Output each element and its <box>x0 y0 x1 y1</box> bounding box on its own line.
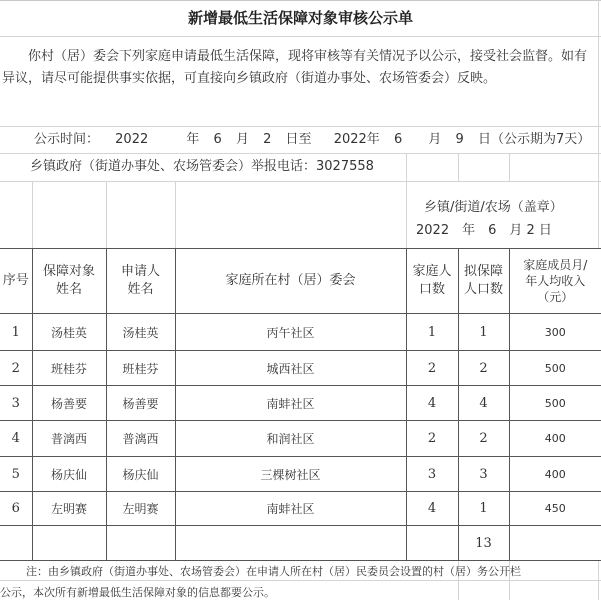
col-header-applicant: 申请人 姓名 <box>106 249 175 314</box>
cell-community: 丙午社区 <box>175 314 406 351</box>
cell-household: 2 <box>406 351 458 386</box>
period-month-char-2: 月 <box>428 132 442 147</box>
period-year-char: 年 <box>186 132 200 147</box>
gridline <box>598 0 599 248</box>
period-start-day: 2 <box>263 132 272 147</box>
cell-community: 和润社区 <box>175 421 406 457</box>
cell-covered: 1 <box>458 492 509 526</box>
gridline <box>32 181 33 248</box>
footer-note-line1: 注：由乡镇政府（街道办事处、农场管委会）在申请人所在村（居）民委员会设置的村（居）务公开栏 <box>26 565 521 578</box>
cell-applicant: 班桂芬 <box>106 351 175 386</box>
cell-empty <box>0 526 32 561</box>
gridline <box>0 126 601 127</box>
cell-community: 城西社区 <box>175 351 406 386</box>
cell-household: 3 <box>406 457 458 492</box>
seal-label: 乡镇/街道/农场（盖章） <box>424 200 563 215</box>
cell-applicant: 普漓西 <box>106 421 175 457</box>
col-header-covered: 拟保障 人口数 <box>458 249 509 314</box>
table-row <box>0 457 601 492</box>
gridline <box>175 181 176 248</box>
cell-no: 4 <box>0 421 32 457</box>
gridline <box>0 580 601 581</box>
intro-paragraph <box>0 40 596 90</box>
period-start-month: 6 <box>213 132 222 147</box>
col-header-household: 家庭人 口数 <box>406 249 458 314</box>
gridline <box>0 153 601 154</box>
beneficiary-table <box>0 248 601 561</box>
cell-beneficiary: 汤桂英 <box>32 314 106 351</box>
period-to: 日至 <box>285 132 312 147</box>
period-end-month: 6 <box>393 132 403 147</box>
col-header-income: 家庭成员月/ 年人均收入 （元） <box>509 249 601 314</box>
cell-community: 三棵树社区 <box>175 457 406 492</box>
cell-income: 400 <box>509 457 601 492</box>
gridline <box>0 36 601 37</box>
cell-covered: 1 <box>458 314 509 351</box>
gridline <box>598 560 599 600</box>
gridline <box>406 153 407 248</box>
page-title: 新增最低生活保障对象审核公示单 <box>187 9 413 27</box>
cell-applicant: 汤桂英 <box>106 314 175 351</box>
cell-no: 5 <box>0 457 32 492</box>
cell-applicant: 杨庆仙 <box>106 457 175 492</box>
cell-covered: 2 <box>458 351 509 386</box>
period-start-year: 2022 <box>115 132 149 147</box>
cell-applicant: 杨善要 <box>106 386 175 421</box>
cell-applicant: 左明赛 <box>106 492 175 526</box>
cell-no: 2 <box>0 351 32 386</box>
cell-household: 1 <box>406 314 458 351</box>
cell-household: 4 <box>406 492 458 526</box>
cell-covered: 2 <box>458 421 509 457</box>
cell-household: 4 <box>406 386 458 421</box>
footer-note-line2: 公示，本次所有新增最低生活保障对象的信息都要公示。 <box>0 586 275 599</box>
cell-no: 1 <box>0 314 32 351</box>
col-header-no: 序号 <box>0 249 32 314</box>
cell-income: 450 <box>509 492 601 526</box>
gridline <box>509 153 510 181</box>
gridline <box>0 181 601 182</box>
table-header-row <box>0 249 601 314</box>
period-end-day: 9 <box>455 132 464 147</box>
cell-empty <box>106 526 175 561</box>
cell-beneficiary: 班桂芬 <box>32 351 106 386</box>
period-tail: 日（公示期为7天） <box>477 132 591 147</box>
cell-income: 500 <box>509 386 601 421</box>
table-row <box>0 314 601 351</box>
cell-household: 2 <box>406 421 458 457</box>
table-row <box>0 386 601 421</box>
cell-income: 300 <box>509 314 601 351</box>
table-row <box>0 351 601 386</box>
cell-community: 南蚌社区 <box>175 492 406 526</box>
cell-community: 南蚌社区 <box>175 386 406 421</box>
cell-empty <box>175 526 406 561</box>
table-row <box>0 421 601 457</box>
gridline <box>106 181 107 248</box>
col-header-beneficiary: 保障对象 姓名 <box>32 249 106 314</box>
period-end-year: 2022年 <box>333 132 380 147</box>
total-covered: 13 <box>458 526 509 561</box>
cell-beneficiary: 普漓西 <box>32 421 106 457</box>
cell-income: 500 <box>509 351 601 386</box>
cell-empty <box>32 526 106 561</box>
table-total-row <box>0 526 601 561</box>
cell-income: 400 <box>509 421 601 457</box>
cell-empty <box>509 526 601 561</box>
period-month-char: 月 <box>235 132 249 147</box>
cell-no: 3 <box>0 386 32 421</box>
intro-text: 你村（居）委会下列家庭申请最低生活保障，现将审核等有关情况予以公示，接受社会监督。如有异议，请尽可能提供事实依据，可直接向乡镇政府（街道办事处、农场管委会）反映。 <box>2 49 588 86</box>
cell-covered: 3 <box>458 457 509 492</box>
col-header-community: 家庭所在村（居）委会 <box>175 249 406 314</box>
publicity-period <box>34 129 590 151</box>
gridline <box>458 153 459 181</box>
cell-beneficiary: 杨善要 <box>32 386 106 421</box>
cell-covered: 4 <box>458 386 509 421</box>
table-row <box>0 492 601 526</box>
hotline: 乡镇政府（街道办事处、农场管委会）举报电话：3027558 <box>30 159 374 174</box>
cell-empty <box>406 526 458 561</box>
cell-beneficiary: 杨庆仙 <box>32 457 106 492</box>
seal-date: 2022 年 6 月 2 日 <box>416 223 552 238</box>
cell-no: 6 <box>0 492 32 526</box>
cell-beneficiary: 左明赛 <box>32 492 106 526</box>
period-label: 公示时间： <box>34 132 100 147</box>
